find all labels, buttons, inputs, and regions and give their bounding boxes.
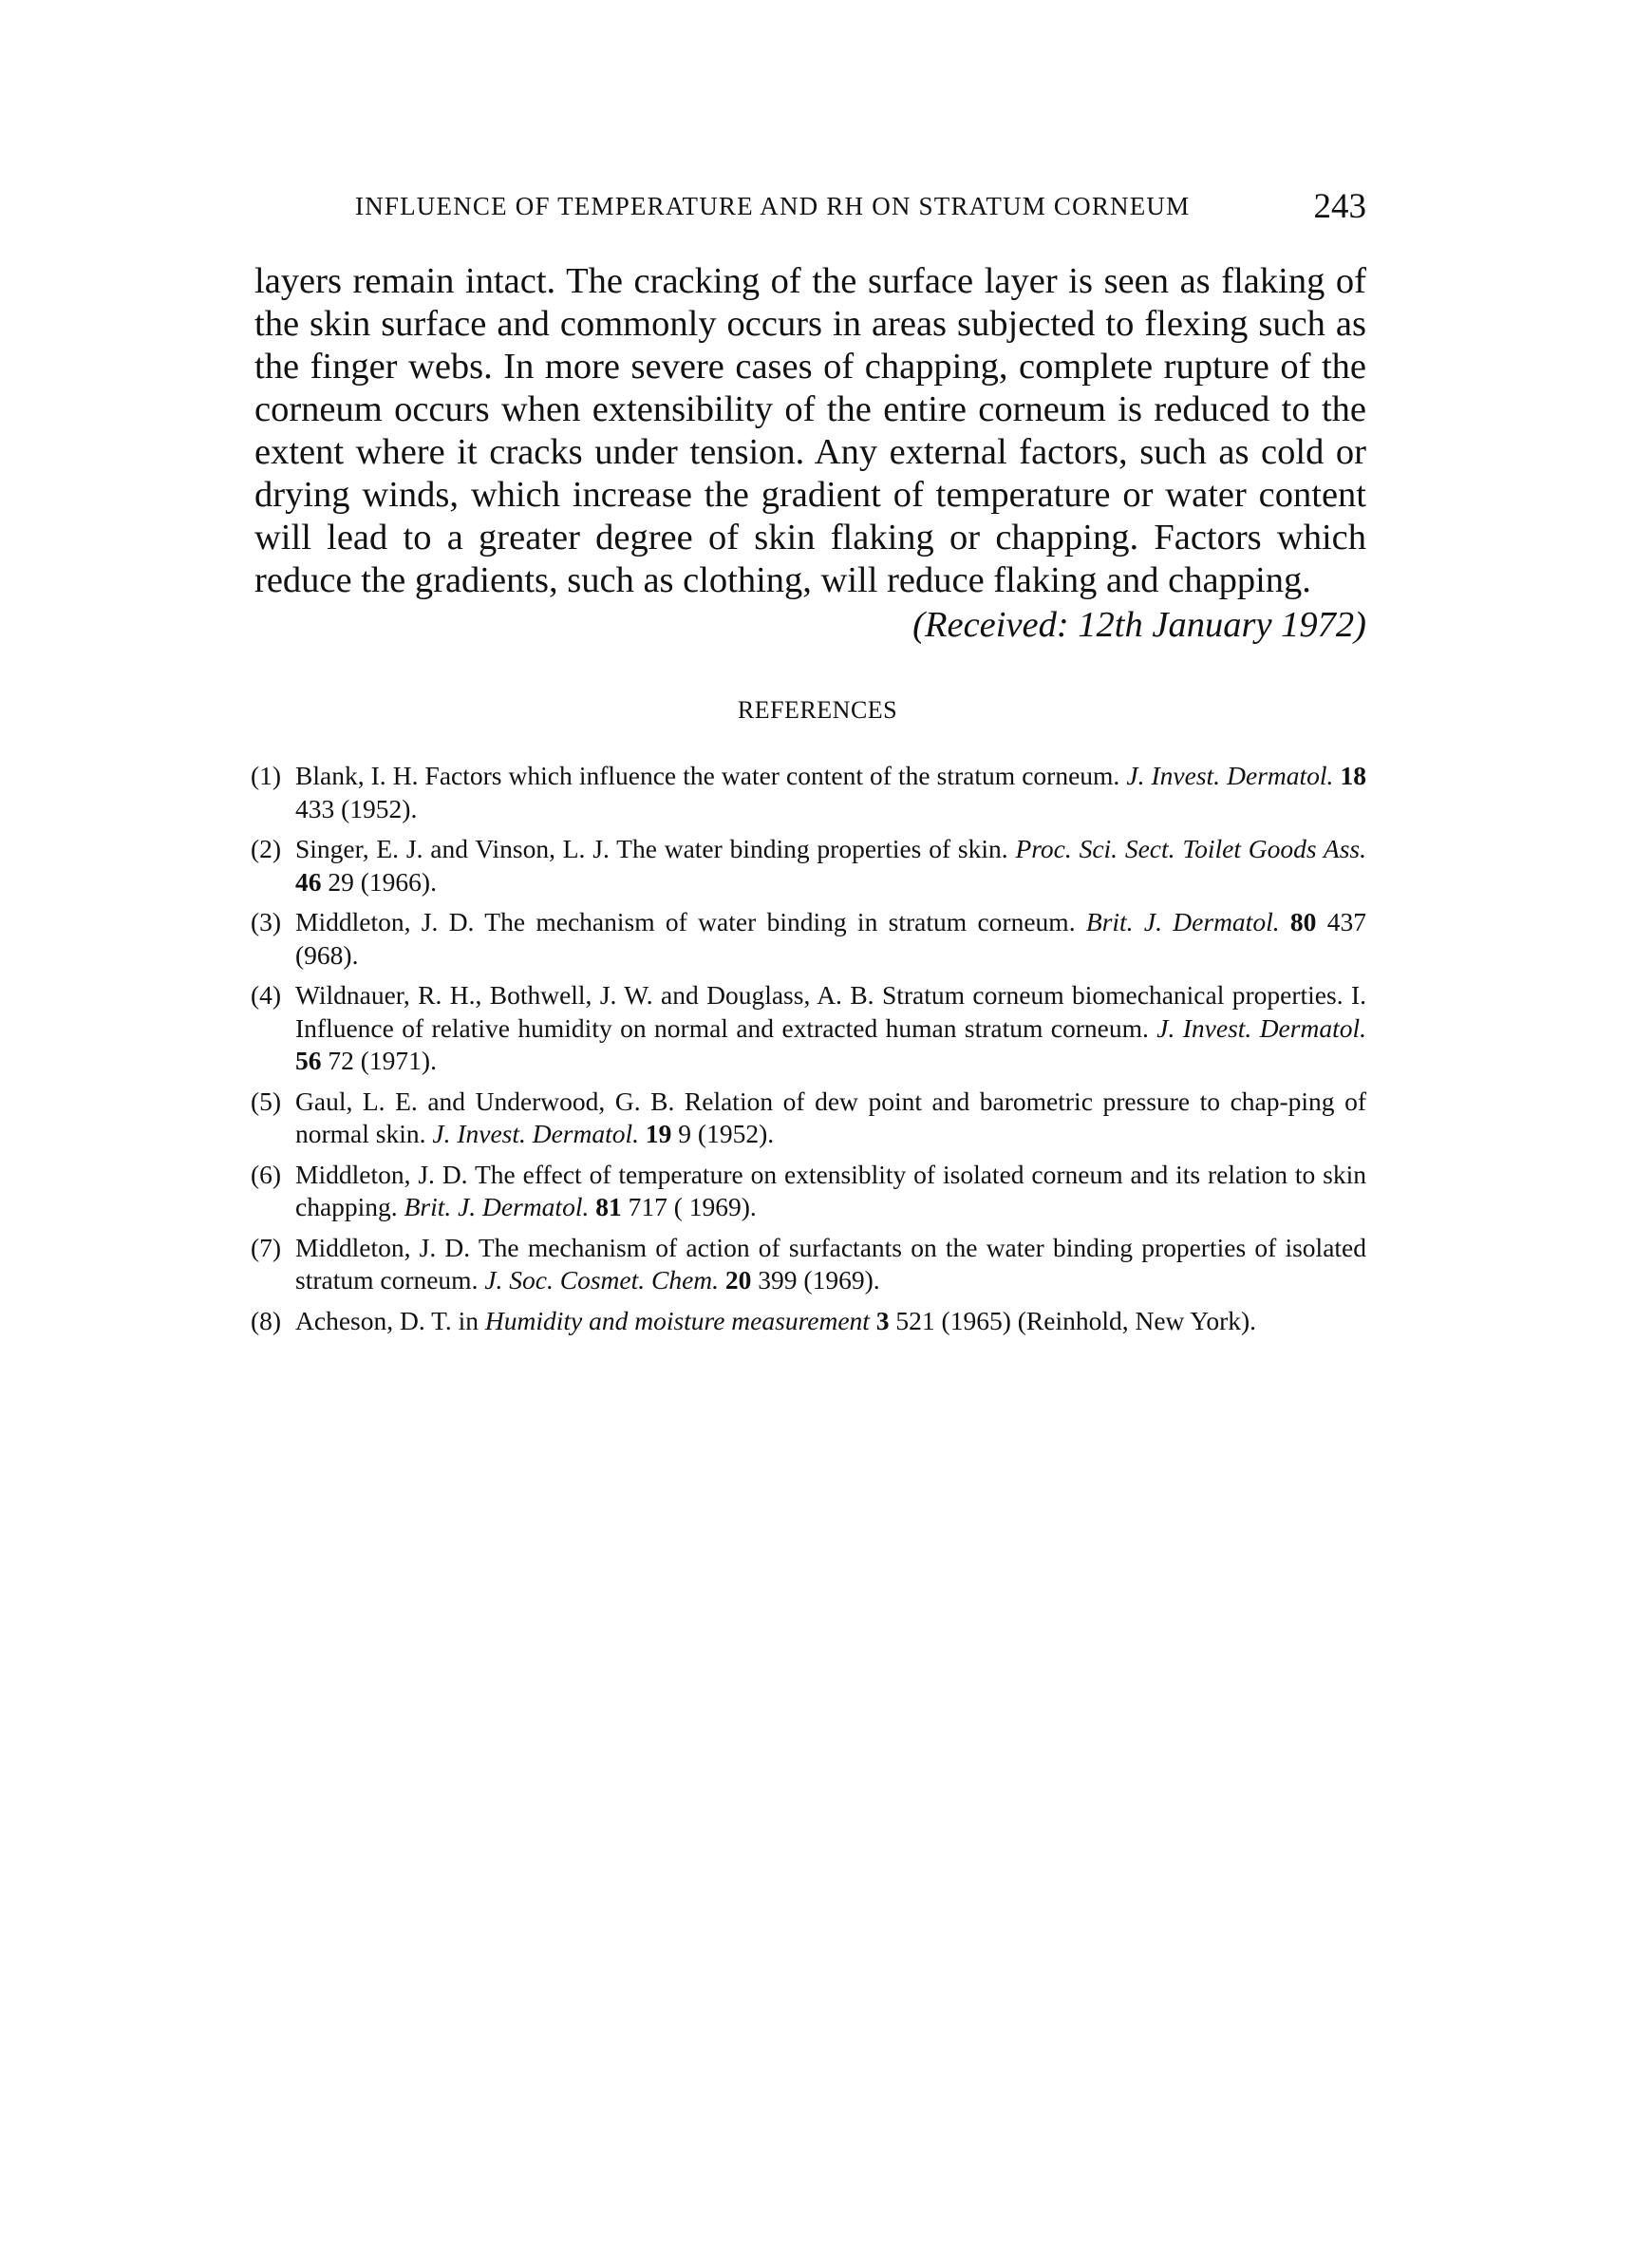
reference-item [251,760,1366,825]
reference-volume: 20 [719,1265,752,1295]
reference-number: (3) [251,907,282,936]
reference-list [251,760,1366,1337]
reference-item [251,833,1366,898]
reference-authors: Blank, I. H. [295,761,419,790]
reference-number: (5) [251,1086,282,1116]
running-title: INFLUENCE OF TEMPERATURE AND RH ON STRATUM CORNEUM [355,192,1191,220]
reference-title: The effect of temperature on extensiblity of isolated corneum and its relation to skin chapping. [295,1159,1367,1221]
reference-authors: Gaul, L. E. and Underwood, G. B. [295,1086,675,1116]
reference-volume: 18 [1333,761,1366,790]
reference-item [251,979,1366,1078]
reference-number: (7) [251,1232,282,1262]
reference-title: Relation of dew point and barometric pressure to chap-ping of normal skin. [295,1086,1366,1148]
reference-number: (8) [251,1305,282,1335]
reference-number: (4) [251,980,282,1010]
reference-journal: Proc. Sci. Sect. Toilet Goods Ass. [1015,834,1366,863]
reference-authors: Acheson, D. T. [295,1305,452,1335]
reference-item [251,1086,1366,1151]
reference-title: The mechanism of water binding in stratum corneum. [474,907,1086,936]
reference-authors: Middleton, J. D. [295,907,475,936]
reference-authors: Singer, E. J. and Vinson, L. J. [295,834,610,863]
reference-journal: Brit. J. Dermatol. [1085,907,1280,936]
reference-journal: Brit. J. Dermatol. [404,1192,590,1221]
reference-pages: 437 (968). [295,907,1367,970]
reference-journal: J. Soc. Cosmet. Chem. [484,1265,720,1295]
reference-authors: Middleton, J. D. [295,1159,468,1189]
reference-volume: 56 [295,1046,322,1075]
reference-item [251,906,1366,972]
reference-pages: 717 ( 1969). [621,1192,757,1221]
reference-journal: J. Invest. Dermatol. [1126,761,1334,790]
reference-number: (2) [251,834,282,863]
reference-volume: 80 [1279,907,1317,936]
reference-pages: 433 (1952). [295,793,418,823]
page-number: 243 [1313,187,1366,226]
reference-number: (1) [251,761,282,790]
reference-item [251,1159,1366,1224]
reference-title: The mechanism of action of surfactants on the water binding properties of isolated stratum corneum. [295,1232,1366,1295]
running-head [355,186,1366,234]
reference-item [251,1232,1366,1297]
reference-title: The water binding properties of skin. [609,834,1016,863]
reference-pages: 9 (1952). [671,1119,775,1148]
reference-authors: Wildnauer, R. H., Bothwell, J. W. and Douglass, A. B. [295,980,874,1010]
reference-pages: 29 (1966). [321,866,437,897]
reference-authors: Middleton, J. D. [295,1232,471,1262]
reference-journal: J. Invest. Dermatol. [432,1119,640,1148]
reference-journal: J. Invest. Dermatol. [1156,1012,1366,1043]
reference-volume: 46 [295,866,322,897]
reference-journal: Humidity and moisture measurement [484,1305,870,1335]
reference-pages: 521 (1965) (Reinhold, New York). [889,1305,1257,1335]
received-date: (Received: 12th January 1972) [912,605,1366,645]
reference-volume: 3 [869,1305,890,1335]
reference-pages: 399 (1969). [751,1265,880,1295]
reference-number: (6) [251,1159,282,1189]
body-paragraph: layers remain intact. The cracking of the surface layer is seen as flaking of the skin surface and commonly occurs in areas subjected to flexing such as the finger webs. In more severe cases of chapping, complete rupture of the corneum occurs when extensibility of the entire corneum is reduced to the extent where it cracks under tension. Any external factors, such as cold or drying winds, which increase the gradient of temperature or water content will lead to a greater degree of skin flaking or chapping. Factors which reduce the gradients, such as clothing, will reduce flaking and chapping. [254,261,1366,600]
reference-pages: 72 (1971). [321,1046,437,1075]
reference-volume: 81 [589,1192,622,1221]
reference-title: in [451,1305,485,1335]
reference-volume: 19 [639,1119,672,1148]
reference-title: Factors which influence the water content of the stratum corneum. [418,761,1127,790]
reference-title: Stratum corneum biomechanical properties. I. Influence of relative humidity on normal and extracted human stratum corneum. [295,980,1366,1043]
reference-item [251,1305,1366,1338]
references-heading: REFERENCES [737,696,898,724]
